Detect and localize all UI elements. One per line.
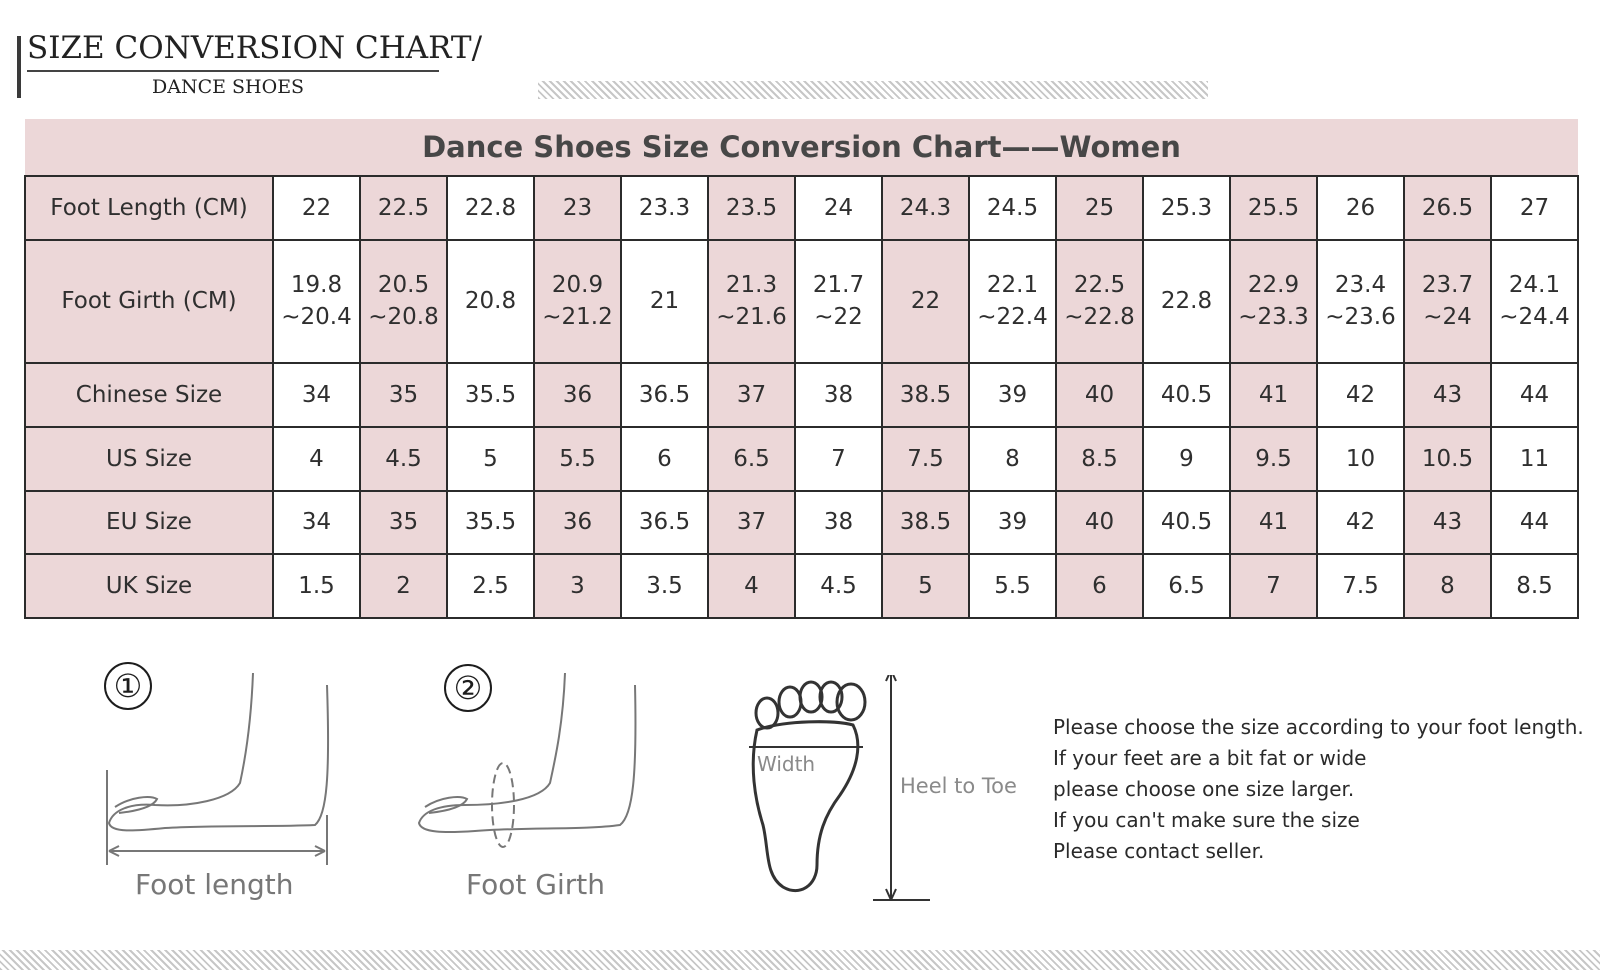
table-cell: 41 <box>1230 363 1317 427</box>
step-two-marker: ② <box>444 664 492 712</box>
size-conversion-table <box>24 119 1579 619</box>
table-cell: 34 <box>273 363 360 427</box>
title-underline <box>27 70 439 72</box>
table-cell: 7 <box>1230 554 1317 618</box>
table-cell: 36 <box>534 363 621 427</box>
table-cell: 43 <box>1404 491 1491 555</box>
note-line: If your feet are a bit fat or wide <box>1053 746 1367 770</box>
table-cell: 7.5 <box>1317 554 1404 618</box>
table-cell: 2 <box>360 554 447 618</box>
table-cell: 37 <box>708 363 795 427</box>
table-cell: 21.7 ~22 <box>795 240 882 364</box>
table-title: Dance Shoes Size Conversion Chart——Women <box>25 119 1578 176</box>
table-cell: 40.5 <box>1143 491 1230 555</box>
table-row <box>25 176 1578 240</box>
table-cell: 21 <box>621 240 708 364</box>
table-row <box>25 427 1578 491</box>
table-cell: 38 <box>795 363 882 427</box>
table-cell: 1.5 <box>273 554 360 618</box>
table-cell: 22 <box>273 176 360 240</box>
table-cell: 5.5 <box>969 554 1056 618</box>
table-cell: 7 <box>795 427 882 491</box>
table-cell: 10.5 <box>1404 427 1491 491</box>
note-line: please choose one size larger. <box>1053 777 1355 801</box>
table-cell: 23 <box>534 176 621 240</box>
table-cell: 4.5 <box>795 554 882 618</box>
table-cell: 22.8 <box>1143 240 1230 364</box>
table-cell: 26 <box>1317 176 1404 240</box>
table-cell: 25 <box>1056 176 1143 240</box>
table-cell: 8 <box>969 427 1056 491</box>
table-cell: 9.5 <box>1230 427 1317 491</box>
table-cell: 37 <box>708 491 795 555</box>
table-cell: 22.1 ~22.4 <box>969 240 1056 364</box>
table-cell: 5.5 <box>534 427 621 491</box>
table-cell: 3.5 <box>621 554 708 618</box>
table-cell: 27 <box>1491 176 1578 240</box>
table-cell: 19.8 ~20.4 <box>273 240 360 364</box>
page-subtitle: DANCE SHOES <box>152 76 305 98</box>
table-cell: 11 <box>1491 427 1578 491</box>
table-cell: 8.5 <box>1491 554 1578 618</box>
table-cell: 4 <box>273 427 360 491</box>
table-cell: 23.3 <box>621 176 708 240</box>
table-cell: 44 <box>1491 363 1578 427</box>
table-cell: 36.5 <box>621 491 708 555</box>
table-cell: 25.3 <box>1143 176 1230 240</box>
table-cell: 3 <box>534 554 621 618</box>
table-cell: 34 <box>273 491 360 555</box>
note-line: Please choose the size according to your foot length. <box>1053 715 1584 739</box>
decorative-hatch-top <box>538 81 1208 99</box>
table-cell: 42 <box>1317 491 1404 555</box>
table-cell: 5 <box>882 554 969 618</box>
table-cell: 20.9 ~21.2 <box>534 240 621 364</box>
table-cell: 5 <box>447 427 534 491</box>
table-body <box>25 176 1578 618</box>
foot-girth-caption: Foot Girth <box>466 868 605 901</box>
table-cell: 24.1 ~24.4 <box>1491 240 1578 364</box>
note-line: Please contact seller. <box>1053 839 1265 863</box>
table-cell: 35 <box>360 491 447 555</box>
table-cell: 6 <box>1056 554 1143 618</box>
table-cell: 39 <box>969 491 1056 555</box>
table-cell: 23.5 <box>708 176 795 240</box>
table-cell: 4 <box>708 554 795 618</box>
header-accent-bar <box>17 36 21 98</box>
table-cell: 21.3 ~21.6 <box>708 240 795 364</box>
row-label: Foot Girth (CM) <box>25 240 273 364</box>
table-cell: 22.5 ~22.8 <box>1056 240 1143 364</box>
table-cell: 6.5 <box>1143 554 1230 618</box>
table-cell: 6.5 <box>708 427 795 491</box>
table-cell: 22 <box>882 240 969 364</box>
row-label: EU Size <box>25 491 273 555</box>
table-cell: 36.5 <box>621 363 708 427</box>
size-advice-notes <box>1053 712 1584 867</box>
table-cell: 40 <box>1056 363 1143 427</box>
table-cell: 36 <box>534 491 621 555</box>
table-cell: 38.5 <box>882 363 969 427</box>
table-cell: 38.5 <box>882 491 969 555</box>
table-cell: 8.5 <box>1056 427 1143 491</box>
table-cell: 24.5 <box>969 176 1056 240</box>
table-cell: 9 <box>1143 427 1230 491</box>
table-cell: 35.5 <box>447 491 534 555</box>
table-row <box>25 554 1578 618</box>
table-cell: 22.8 <box>447 176 534 240</box>
row-label: UK Size <box>25 554 273 618</box>
table-cell: 26.5 <box>1404 176 1491 240</box>
row-label: Foot Length (CM) <box>25 176 273 240</box>
table-cell: 20.8 <box>447 240 534 364</box>
table-cell: 22.9 ~23.3 <box>1230 240 1317 364</box>
foot-girth-illustration <box>415 665 655 865</box>
table-cell: 24 <box>795 176 882 240</box>
table-cell: 38 <box>795 491 882 555</box>
table-row <box>25 240 1578 364</box>
page-title: SIZE CONVERSION CHART/ <box>27 30 483 66</box>
row-label: US Size <box>25 427 273 491</box>
table-cell: 39 <box>969 363 1056 427</box>
table-cell: 23.4 ~23.6 <box>1317 240 1404 364</box>
table-cell: 7.5 <box>882 427 969 491</box>
foot-length-illustration <box>95 665 345 875</box>
table-cell: 25.5 <box>1230 176 1317 240</box>
row-label: Chinese Size <box>25 363 273 427</box>
table-cell: 40.5 <box>1143 363 1230 427</box>
step-one-marker: ① <box>104 662 152 710</box>
width-label: Width <box>757 752 816 776</box>
table-cell: 2.5 <box>447 554 534 618</box>
table-cell: 10 <box>1317 427 1404 491</box>
table-cell: 6 <box>621 427 708 491</box>
table-cell: 20.5 ~20.8 <box>360 240 447 364</box>
decorative-hatch-bottom <box>0 950 1600 970</box>
note-line: If you can't make sure the size <box>1053 808 1360 832</box>
table-cell: 35.5 <box>447 363 534 427</box>
table-cell: 35 <box>360 363 447 427</box>
table-row <box>25 491 1578 555</box>
table-cell: 40 <box>1056 491 1143 555</box>
table-cell: 41 <box>1230 491 1317 555</box>
sole-measurement-illustration <box>745 675 1035 910</box>
table-cell: 42 <box>1317 363 1404 427</box>
table-cell: 44 <box>1491 491 1578 555</box>
table-cell: 8 <box>1404 554 1491 618</box>
table-cell: 23.7 ~24 <box>1404 240 1491 364</box>
table-cell: 4.5 <box>360 427 447 491</box>
foot-length-caption: Foot length <box>135 868 294 901</box>
table-row <box>25 363 1578 427</box>
table-cell: 43 <box>1404 363 1491 427</box>
table-cell: 24.3 <box>882 176 969 240</box>
table-cell: 22.5 <box>360 176 447 240</box>
heel-to-toe-label: Heel to Toe <box>900 774 1017 798</box>
